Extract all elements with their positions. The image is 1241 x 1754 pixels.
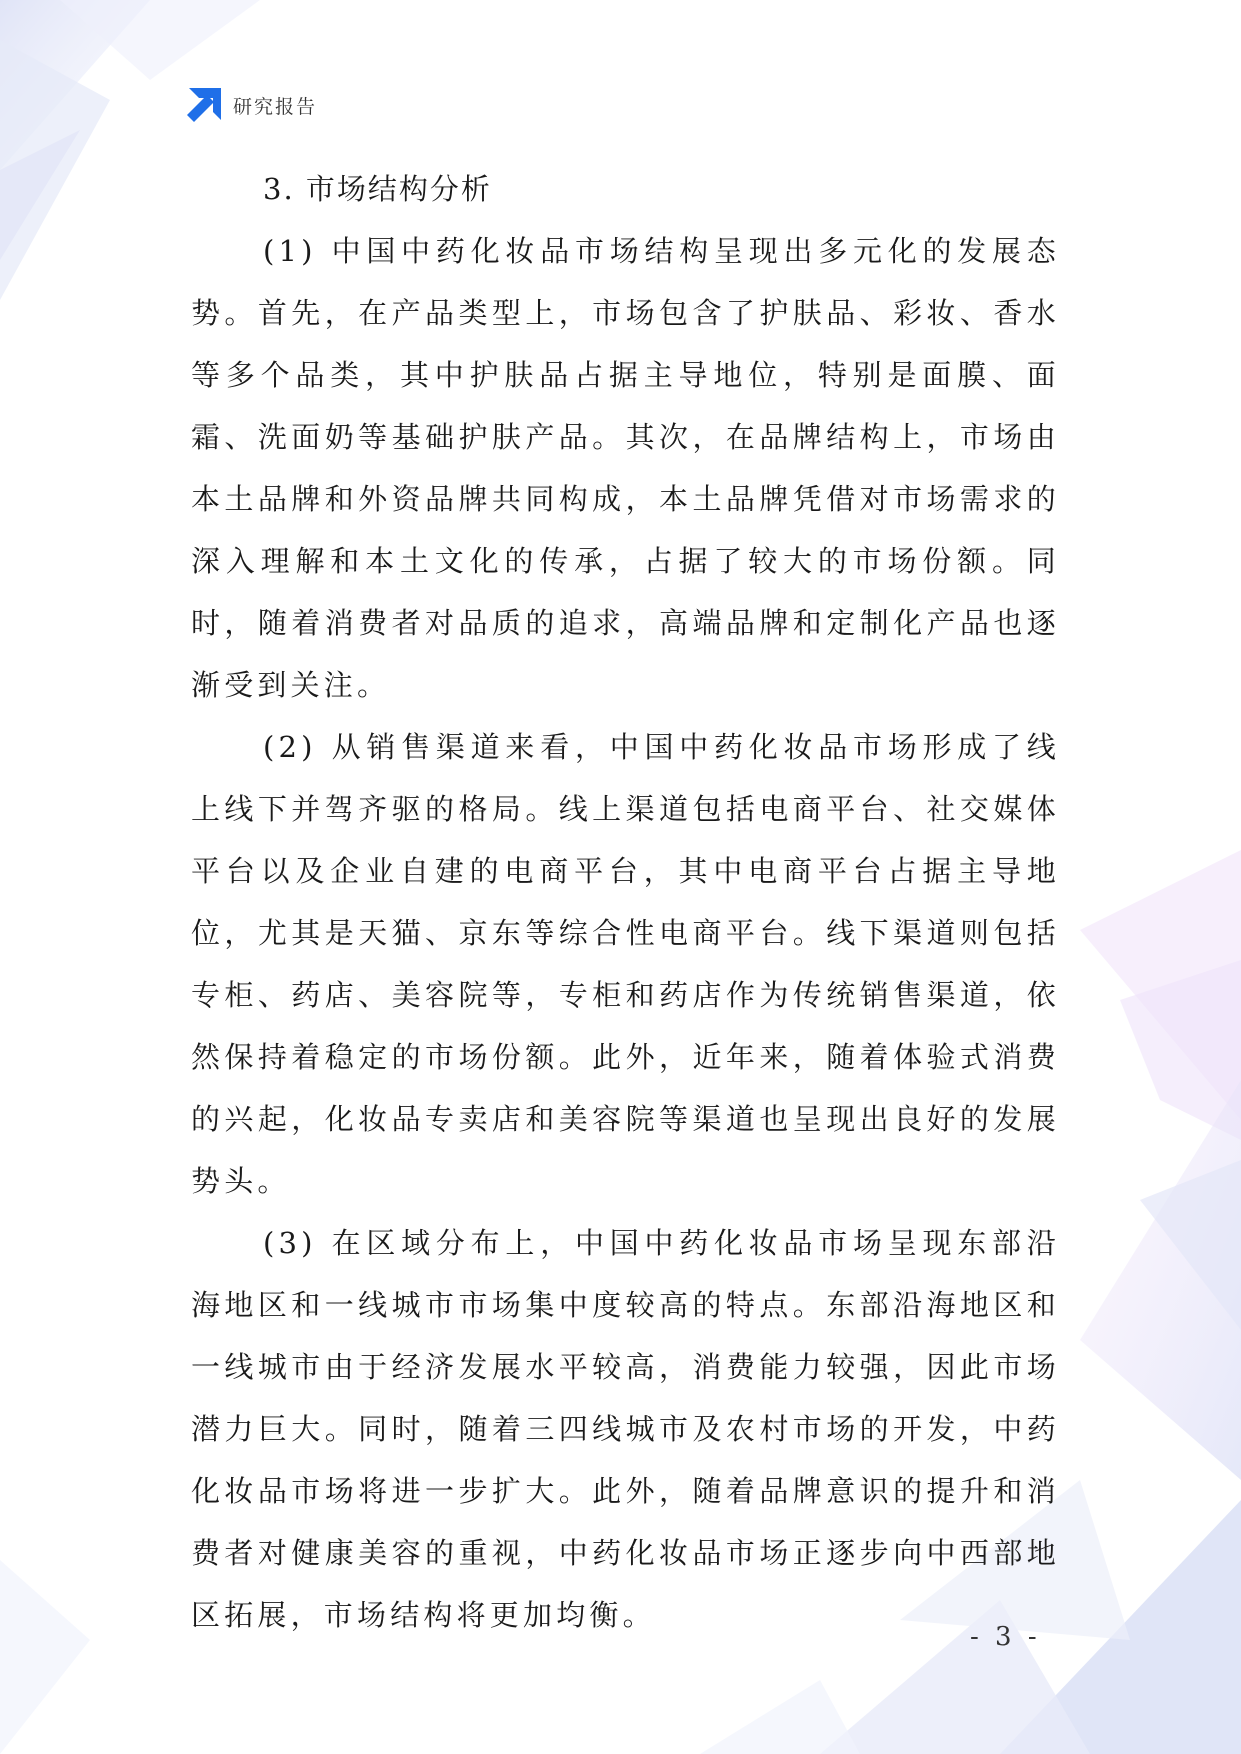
paragraph-market-structure: (1) 中国中药化妆品市场结构呈现出多元化的发展态势。首先，在产品类型上，市场包含了护肤品、彩妆、香水等多个品类，其中护肤品占据主导地位，特别是面膜、面霜、洗面奶等基础护肤产品。其次，在品牌结构上，市场由本土品牌和外资品牌共同构成，本土品牌凭借对市场需求的深入理解和本土文化的传承，占据了较大的市场份额。同时，随着消费者对品质的追求，高端品牌和定制化产品也逐渐受到关注。 [191,234,1060,702]
paragraph-sales-channels: (2) 从销售渠道来看，中国中药化妆品市场形成了线上线下并驾齐驱的格局。线上渠道包括电商平台、社交媒体平台以及企业自建的电商平台，其中电商平台占据主导地位，尤其是天猫、京东等综合性电商平台。线下渠道则包括专柜、药店、美容院等，专柜和药店作为传统销售渠道，依然保持着稳定的市场份额。此外，近年来，随着体验式消费的兴起，化妆品专卖店和美容院等渠道也呈现出良好的发展势头。 [191,730,1060,1198]
report-body [191,158,1060,1646]
arrow-up-right-icon [187,88,221,122]
page-number: - 3 - [970,1622,1041,1652]
report-type-label: 研究报告 [233,95,318,118]
report-header [187,88,317,122]
section-title: 3. 市场结构分析 [263,172,492,206]
paragraph-regional-distribution: (3) 在区域分布上，中国中药化妆品市场呈现东部沿海地区和一线城市市场集中度较高的特点。东部沿海地区和一线城市由于经济发展水平较高，消费能力较强，因此市场潜力巨大。同时，随着三四线城市及农村市场的开发，中药化妆品市场将进一步扩大。此外，随着品牌意识的提升和消费者对健康美容的重视，中药化妆品市场正逐步向中西部地区拓展，市场结构将更加均衡。 [191,1226,1060,1632]
